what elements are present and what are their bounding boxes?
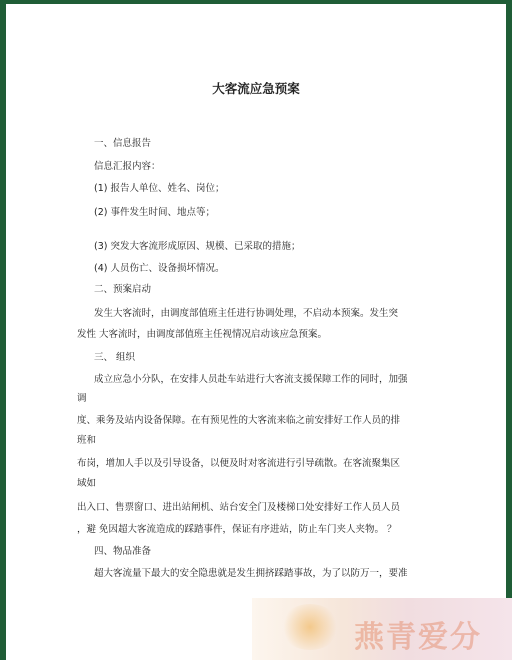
paragraph-line: ，避 免因超大客流造成的踩踏事件，保证有序进站，防止车门夹人夹物。 ？ xyxy=(77,524,397,535)
paragraph-line: 域如 xyxy=(77,478,97,489)
paragraph-line: 出入口、售票窗口、进出站闸机、站台安全门及楼梯口处安排好工作人员人员 xyxy=(77,502,401,513)
document-title: 大客流应急预案 xyxy=(212,81,300,96)
list-item-4: (4) 人员伤亡、设备损坏情况。 xyxy=(94,263,225,274)
paragraph-line: 度、乘务及站内设备保障。在有预见性的大客流来临之前安排好工作人员的排 xyxy=(77,415,401,426)
list-item-2: (2) 事件发生时间、地点等； xyxy=(94,207,215,218)
section-heading-4: 四、物品准备 xyxy=(94,546,152,557)
watermark-overlay xyxy=(252,598,512,660)
list-item-3: (3) 突发大客流形成原因、规模、已采取的措施； xyxy=(94,241,301,252)
section-heading-2: 二、预案启动 xyxy=(94,284,152,295)
paragraph-line: 布岗，增加人手以及引导设备，以便及时对客流进行引导疏散。在客流聚集区 xyxy=(77,458,401,469)
paragraph-line: 班和 xyxy=(77,435,97,446)
list-item-1: (1) 报告人单位、姓名、岗位； xyxy=(94,183,225,194)
watermark-text: 燕青爱分 xyxy=(354,620,482,655)
text-line: 信息汇报内容： xyxy=(94,161,161,172)
watermark-glow xyxy=(280,604,340,650)
document-page xyxy=(6,4,506,660)
paragraph-line: 超大客流量下最大的安全隐患就是发生拥挤踩踏事故，为了以防万一，要准 xyxy=(94,568,408,579)
paragraph-line: 成立应急小分队，在安排人员赴车站进行大客流支援保障工作的同时，加强 xyxy=(94,374,408,385)
paragraph-line: 发生大客流时，由调度部值班主任进行协调处理，不启动本预案。发生突 xyxy=(94,308,399,319)
section-heading-3: 三、 组织 xyxy=(94,352,136,363)
paragraph-line: 调 xyxy=(77,393,87,404)
paragraph-line: 发性 大客流时，由调度部值班主任视情况启动该应急预案。 xyxy=(77,329,328,340)
section-heading-1: 一、信息报告 xyxy=(94,138,152,149)
